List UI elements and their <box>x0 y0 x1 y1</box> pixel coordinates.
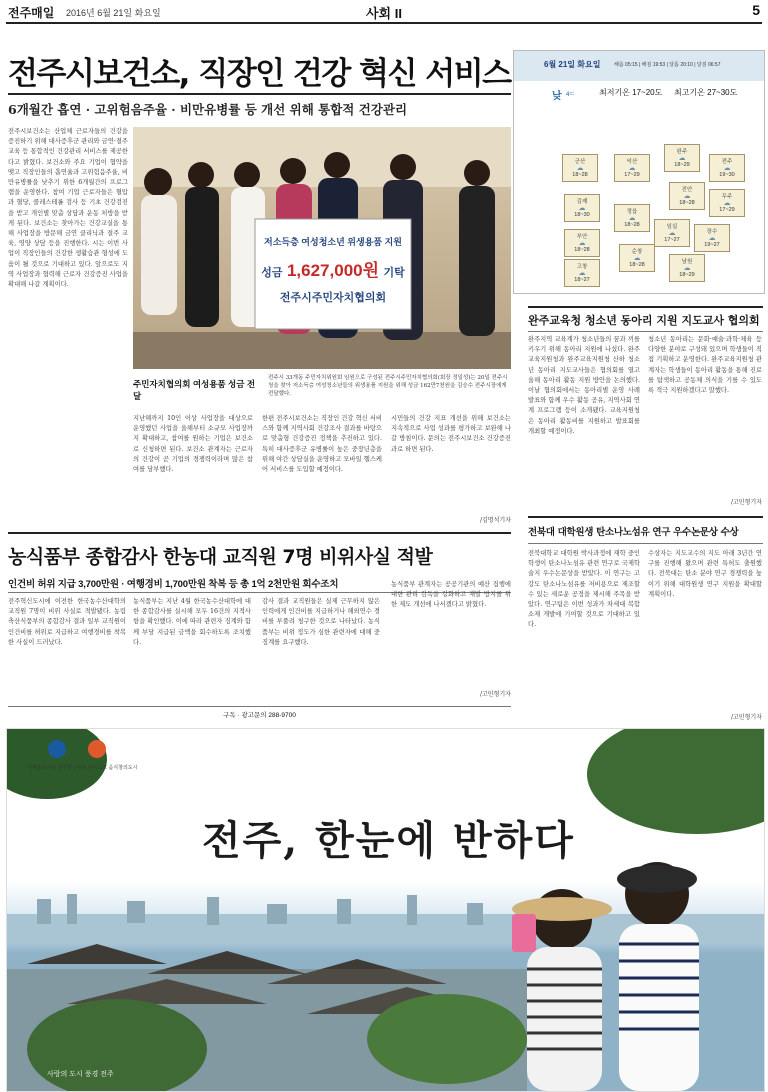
cloud-icon: ☁ <box>683 265 691 272</box>
weather-map <box>544 134 734 284</box>
weather-region <box>709 154 745 182</box>
weather-region-temp: 19~30 <box>719 172 735 178</box>
weather-region <box>709 189 745 217</box>
cloud-icon: ☁ <box>578 270 586 277</box>
article4-headline: 농식품부 종합감사 한농대 교직원 7명 비위사실 적발 <box>8 546 433 568</box>
board-prefix: 성금 <box>261 267 283 279</box>
weather-region-temp: 18~28 <box>629 262 645 268</box>
weather-region <box>619 244 655 272</box>
ad-illustration <box>7 729 764 1091</box>
board-amount-line <box>255 256 411 281</box>
lead-col2: 지난해까지 10인 이상 사업장을 대상으로 운영했던 사업을 올해부터 소규모 사업장까지 확대하고, 참여를 원하는 기업은 보건소로 신청하면 된다. 보건소 관계자는 근로자의 건강이 곧 기업의 경쟁력이라며 많은 참여를 당부했다. <box>133 415 253 474</box>
weather-high: 최고기온 27~30도 <box>674 88 738 97</box>
cloud-icon: ☁ <box>628 215 636 222</box>
cloud-icon: ☁ <box>628 165 636 172</box>
weather-region <box>664 144 700 172</box>
weather-region <box>614 154 650 182</box>
tourism-ad <box>6 728 765 1092</box>
lead-subhead: 6개월간 흡연 · 고위험음주율 · 비만유병률 등 개선 위해 통합적 건강관리 <box>8 102 408 117</box>
weather-region-temp: 18~30 <box>574 212 590 218</box>
article4-subhead: 인건비 허위 지급 3,700만원 · 여행경비 1,700만원 착복 등 총 1억 2천만원 회수조치 <box>8 579 339 590</box>
article2-col1: 완주지역 교육계가 청소년들의 꿈과 끼를 키우기 위해 동아리 지원에 나섰다. 완주교육지원청과 완주교육지원청 산하 청소년 동아리 지도교사들은 협의회를 열고 올해 동아리 활동 지원 방안을 논의했다. 이날 협의회에서는 동아리별 운영 사례 발표와 함께 우수 활동 공유, 지역사회 연계 프로그램 등이 소개됐다. 교육지원청은 동아리 활동비를 지원하고 발표회를 개최할 예정이다. <box>528 336 640 435</box>
weather-region-temp: 18~28 <box>679 200 695 206</box>
weather-region <box>669 182 705 210</box>
cloud-icon: ☁ <box>633 255 641 262</box>
section-name: 사회 II <box>366 6 402 21</box>
lead-col4: 시민들의 건강 지표 개선을 위해 보건소는 지속적으로 사업 성과를 평가하고 보완해 나갈 방침이다. 문의는 전주시보건소 건강증진과로 하면 된다. <box>391 415 511 453</box>
weather-region-temp: 17~27 <box>664 237 680 243</box>
weather-region <box>669 254 705 282</box>
divider <box>528 331 763 332</box>
weather-region <box>564 194 600 222</box>
weather-low: 최저기온 17~20도 <box>599 88 663 97</box>
cloud-icon: ☁ <box>683 193 691 200</box>
divider <box>8 532 511 534</box>
weather-region <box>562 154 598 182</box>
ad-unesco-text: 세계슬로시티 전주한옥마을 유네스코 음식창의도시 <box>27 765 138 771</box>
weather-region-name: 익산 <box>626 159 638 165</box>
cloud-icon: ☁ <box>578 205 586 212</box>
photo-caption-text: 전주시 33개동 주민자치위원회 임원으로 구성된 전주시주민자치협의회(회장 정일성)는 20일 전주시청을 찾아 저소득층 여성청소년들의 위생용품 지원을 위해 성금 162만7천원을 김승수 전주시장에게 전달했다. <box>268 375 508 397</box>
weather-region <box>614 204 650 232</box>
weather-region-temp: 17~29 <box>624 172 640 178</box>
weather-region-temp: 18~28 <box>624 222 640 228</box>
lead-byline: /김명석기자 <box>479 517 511 524</box>
heart-icon <box>202 809 298 857</box>
weather-day-label: 낮 <box>552 91 562 102</box>
photo-caption-title: 주민자치협의회 여성용품 성금 전달 <box>133 379 256 401</box>
weather-region-name: 김제 <box>576 199 588 205</box>
weather-box <box>513 50 765 294</box>
weather-region-temp: 19~27 <box>704 242 720 248</box>
weather-region <box>564 229 600 257</box>
weather-region <box>564 259 600 287</box>
article4-col4: 농식품부 관계자는 공공기관의 예산 집행에 대한 관리 감독을 강화하고 재발 방지를 위한 제도 개선에 나서겠다고 밝혔다. <box>391 581 511 609</box>
weather-region-name: 군산 <box>574 159 586 165</box>
divider <box>8 93 511 95</box>
article4-col1: 전주혁신도시에 이전한 한국농수산대학의 교직원 7명이 비위 사실로 적발됐다. 농림축산식품부의 종합감사 결과 일부 교직원이 인건비를 허위로 지급하고 여행경비를 착복한 사실이 드러났다. <box>8 598 126 646</box>
cloud-icon: ☁ <box>578 240 586 247</box>
lead-photo <box>133 127 511 369</box>
weather-date: 6월 21일 화요일 <box>544 60 601 69</box>
article3-col1: 전북대학교 대학원 박사과정에 재학 중인 학생이 탄소나노섬유 관련 연구로 국제학술지 우수논문상을 받았다. 이 연구는 고강도 탄소나노섬유를 저비용으로 제조할 수 있는 새로운 공정을 제시해 주목을 받았다. 연구팀은 이번 성과가 차세대 복합소재 개발에 기여할 것으로 기대하고 있다. <box>528 550 640 629</box>
article3-col2: 수상자는 지도교수의 지도 아래 3년간 연구를 진행해 왔으며 관련 특허도 출원했다. 전북대는 탄소 분야 연구 경쟁력을 높이기 위해 대학원생 연구 지원을 확대할 계획이다. <box>648 550 762 598</box>
masthead <box>6 2 762 24</box>
weather-region-temp: 17~29 <box>719 207 735 213</box>
ad-photo-caption: 사랑의 도시 풍경 전주 <box>47 1071 114 1078</box>
cloud-icon: ☁ <box>576 165 584 172</box>
weather-region <box>694 224 730 252</box>
article4-col3: 감사 결과 교직원들은 실제 근무하지 않은 인력에게 인건비를 지급하거나 해외연수 경비를 부풀려 청구한 것으로 나타났다. 농식품부는 비위 정도가 심한 관련자에 대해 중징계를 요구했다. <box>262 598 380 646</box>
subscribe-info: 구독 · 광고문의 288-9700 <box>8 706 511 722</box>
article3-headline: 전북대 대학원생 탄소나노섬유 연구 우수논문상 수상 <box>528 527 739 538</box>
weather-region-name: 완주 <box>676 149 688 155</box>
weather-region-name: 임실 <box>666 224 678 230</box>
weather-region-temp: 18~29 <box>674 162 690 168</box>
weather-day-value: 4ㄷ <box>566 92 576 98</box>
ad-slogan: 전주, 한눈에 반하다 <box>202 817 575 864</box>
article3-byline: /고민형기자 <box>730 714 762 721</box>
weather-region-name: 전주 <box>721 159 733 165</box>
article4-byline: /고민형기자 <box>479 691 511 698</box>
weather-region-name: 남원 <box>681 259 693 265</box>
donation-board <box>255 219 411 329</box>
weather-region-name: 장수 <box>706 229 718 235</box>
weather-region-name: 정읍 <box>626 209 638 215</box>
cloud-icon: ☁ <box>708 235 716 242</box>
board-line1: 저소득층 여성청소년 위생용품 지원 <box>264 237 402 247</box>
article4-col2: 농식품부는 지난 4월 한국농수산대학에 대한 종합감사를 실시해 모두 16건의 지적사항을 확인했다. 이에 따라 관련자 징계와 함께 부당 지급된 금액을 회수하도록 조치했다. <box>133 598 251 646</box>
weather-region-temp: 18~28 <box>574 247 590 253</box>
weather-region-name: 순창 <box>631 249 643 255</box>
weather-region-temp: 18~27 <box>574 277 590 283</box>
divider <box>528 306 763 308</box>
cloud-icon: ☁ <box>723 200 731 207</box>
weather-region <box>654 219 690 247</box>
weather-region-name: 진안 <box>681 187 693 193</box>
article2-col2: 청소년 동아리는 문화·예술·과학·체육 등 다양한 분야로 구성돼 있으며 학생들이 직접 기획하고 운영한다. 완주교육지원청 관계자는 학생들이 동아리 활동을 통해 진로를 탐색하고 공동체 의식을 기를 수 있도록 적극 지원하겠다고 말했다. <box>648 336 762 395</box>
page-number: 5 <box>752 2 760 18</box>
board-org: 전주시주민자치협의회 <box>279 292 387 304</box>
weather-region-temp: 18~28 <box>572 172 588 178</box>
lead-col3: 한편 전주시보건소는 직장인 건강 혁신 서비스와 함께 지역사회 건강조사 결과를 바탕으로 맞춤형 건강증진 정책을 추진하고 있다. 특히 대사증후군 유병률이 높은 중장년층을 위해 야간 상담실을 운영하고 모바일 헬스케어 서비스를 도입할 예정이다. <box>262 415 382 474</box>
paper-name: 전주매일 <box>8 6 55 20</box>
cloud-icon: ☁ <box>723 165 731 172</box>
weather-region-name: 부안 <box>576 234 588 240</box>
issue-date: 2016년 6월 21일 화요일 <box>66 8 161 18</box>
lead-col1: 전주시보건소는 산업체 근로자들의 건강을 증진하기 위해 대사증후군 관리와 금연·절주 교육 등 통합적인 건강관리 서비스를 제공한다고 밝혔다. 보건소와 주요 기업이 협약을 맺고 직장인들의 흡연율과 고위험음주율, 비만유병률을 낮추기 위한 6개월간의 프로그램을 운영한다. 참여 기업 근로자들은 혈압과 혈당, 콜레스테롤 검사 등 기초 건강검진을 받고 개인별 맞춤 상담과 운동 처방을 받게 된다. 보건소는 찾아가는 건강교실을 통해 사업장을 방문해 금연 클리닉과 절주 교육, 영양 상담 등을 진행한다. 시는 이번 사업이 직장인들의 건강한 생활습관 형성에 도움이 될 것으로 기대하고 있다. 앞으로도 지역 사업장과 협력해 근로자 건강증진 사업을 확대해 나갈 계획이다. <box>8 128 128 289</box>
weather-sun-moon: 해뜸 05:15 | 해짐 19:53 | 달뜸 20:10 | 달짐 06:57 <box>614 62 721 68</box>
divider <box>528 543 763 544</box>
article2-byline: /고민형기자 <box>730 499 762 506</box>
board-amount: 1,627,000원 <box>286 261 380 280</box>
divider <box>528 516 763 518</box>
lead-headline: 전주시보건소, 직장인 건강 혁신 서비스 <box>8 56 511 92</box>
board-suffix: 기탁 <box>383 267 405 279</box>
cloud-icon: ☁ <box>678 155 686 162</box>
weather-region-name: 고창 <box>576 264 588 270</box>
article2-headline: 완주교육청 청소년 동아리 지원 지도교사 협의회 <box>528 314 760 327</box>
weather-region-name: 무주 <box>721 194 733 200</box>
weather-region-temp: 18~29 <box>679 272 695 278</box>
cloud-icon: ☁ <box>668 230 676 237</box>
